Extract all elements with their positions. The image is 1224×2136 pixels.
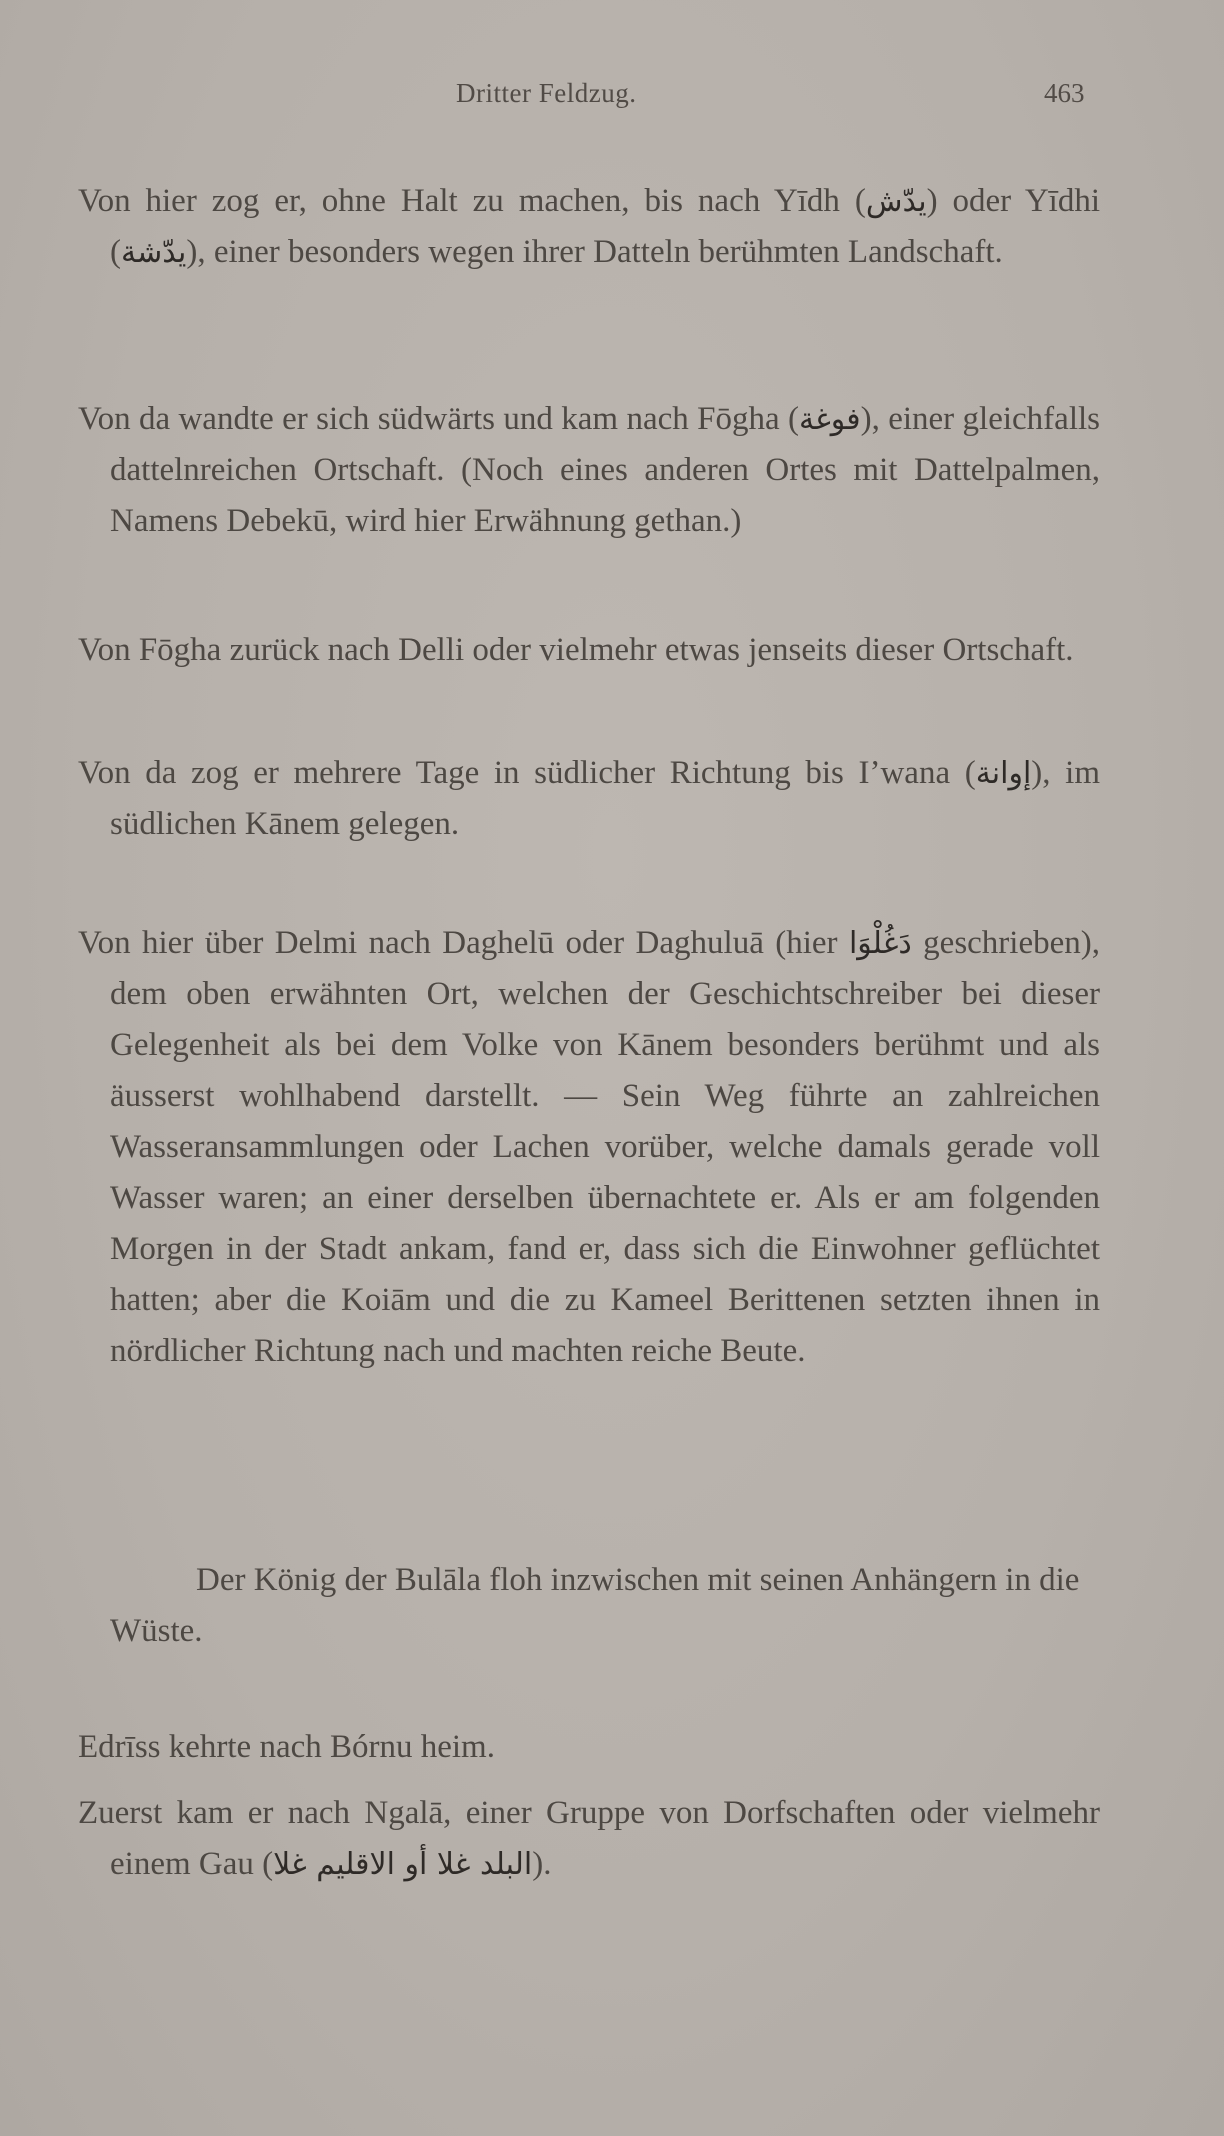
paragraph-text: Von hier zog er, ohne Halt zu machen, bis nach Yīdh ( xyxy=(78,183,866,219)
paragraph-text: ) oder Yīdhi ( xyxy=(110,183,1100,270)
arabic-term: إوانة xyxy=(975,756,1032,791)
page-header xyxy=(0,78,1224,118)
paragraph-text: Von Fōgha zurück nach Delli oder vielmehr etwas jenseits dieser Ortschaft. xyxy=(78,632,1074,668)
paragraph-text: ). xyxy=(532,1846,552,1882)
arabic-term: يدّشة xyxy=(121,235,187,270)
arabic-term: يدّش xyxy=(865,184,927,219)
paragraph-ngala xyxy=(78,1788,1100,1890)
page-number: 463 xyxy=(1044,78,1085,108)
paragraph-text: Von da wandte er sich südwärts und kam nach Fōgha ( xyxy=(78,401,799,437)
paragraph-yidh xyxy=(78,176,1100,278)
paragraph-daghelu xyxy=(78,918,1100,1377)
running-title: Dritter Feldzug. xyxy=(456,78,637,108)
paragraph-text: ), einer besonders wegen ihrer Datteln berühmten Landschaft. xyxy=(186,234,1003,270)
paragraph-fogha xyxy=(78,394,1100,547)
paragraph-text: Zuerst kam er nach Ngalā, einer Gruppe von Dorfschaften oder vielmehr einem Gau ( xyxy=(78,1795,1100,1882)
paragraph-bulala xyxy=(78,1555,1100,1657)
paragraph-bornu xyxy=(78,1722,1100,1773)
paragraph-text: geschrieben), dem oben erwähnten Ort, welchen der Geschichtschreiber bei dieser Gelegenheit als bei dem Volke von Kānem besonders berühmt und als äusserst wohlhabend darstellt. — Sein Weg führte an zahlreichen Wasseransammlungen oder Lachen vorüber, welche damals gerade voll Wasser waren; an einer derselben übernachtete er. Als er am folgenden Morgen in der Stadt ankam, fand er, dass sich die Einwohner geflüchtet hatten; aber die Koiām und die zu Kameel Berittenen setzten ihnen in nördlicher Richtung nach und machten reiche Beute. xyxy=(110,925,1100,1369)
arabic-term: البلد غلا أو الاقليم غلا xyxy=(273,1847,533,1882)
paragraph-text: Edrīss kehrte nach Bórnu heim. xyxy=(78,1729,495,1765)
paragraph-text: Von da zog er mehrere Tage in südlicher Richtung bis Iʼwana ( xyxy=(78,755,976,791)
arabic-term: دَغُلْوَا xyxy=(848,926,912,961)
paragraph-delli xyxy=(78,625,1100,676)
paragraph-text: ), einer gleichfalls dattelnreichen Ortschaft. (Noch eines anderen Ortes mit Dattelpalmen, Namens Debekū, wird hier Erwähnung gethan.) xyxy=(110,401,1100,539)
paragraph-text: Von hier über Delmi nach Daghelū oder Daghuluā (hier xyxy=(78,925,849,961)
paragraph-text: Der König der Bulāla floh inzwischen mit seinen Anhängern in die Wüste. xyxy=(110,1562,1080,1649)
arabic-term: فوغة xyxy=(798,402,861,437)
paragraph-text: ), im südlichen Kānem gelegen. xyxy=(110,755,1100,842)
paragraph-iwana xyxy=(78,748,1100,850)
